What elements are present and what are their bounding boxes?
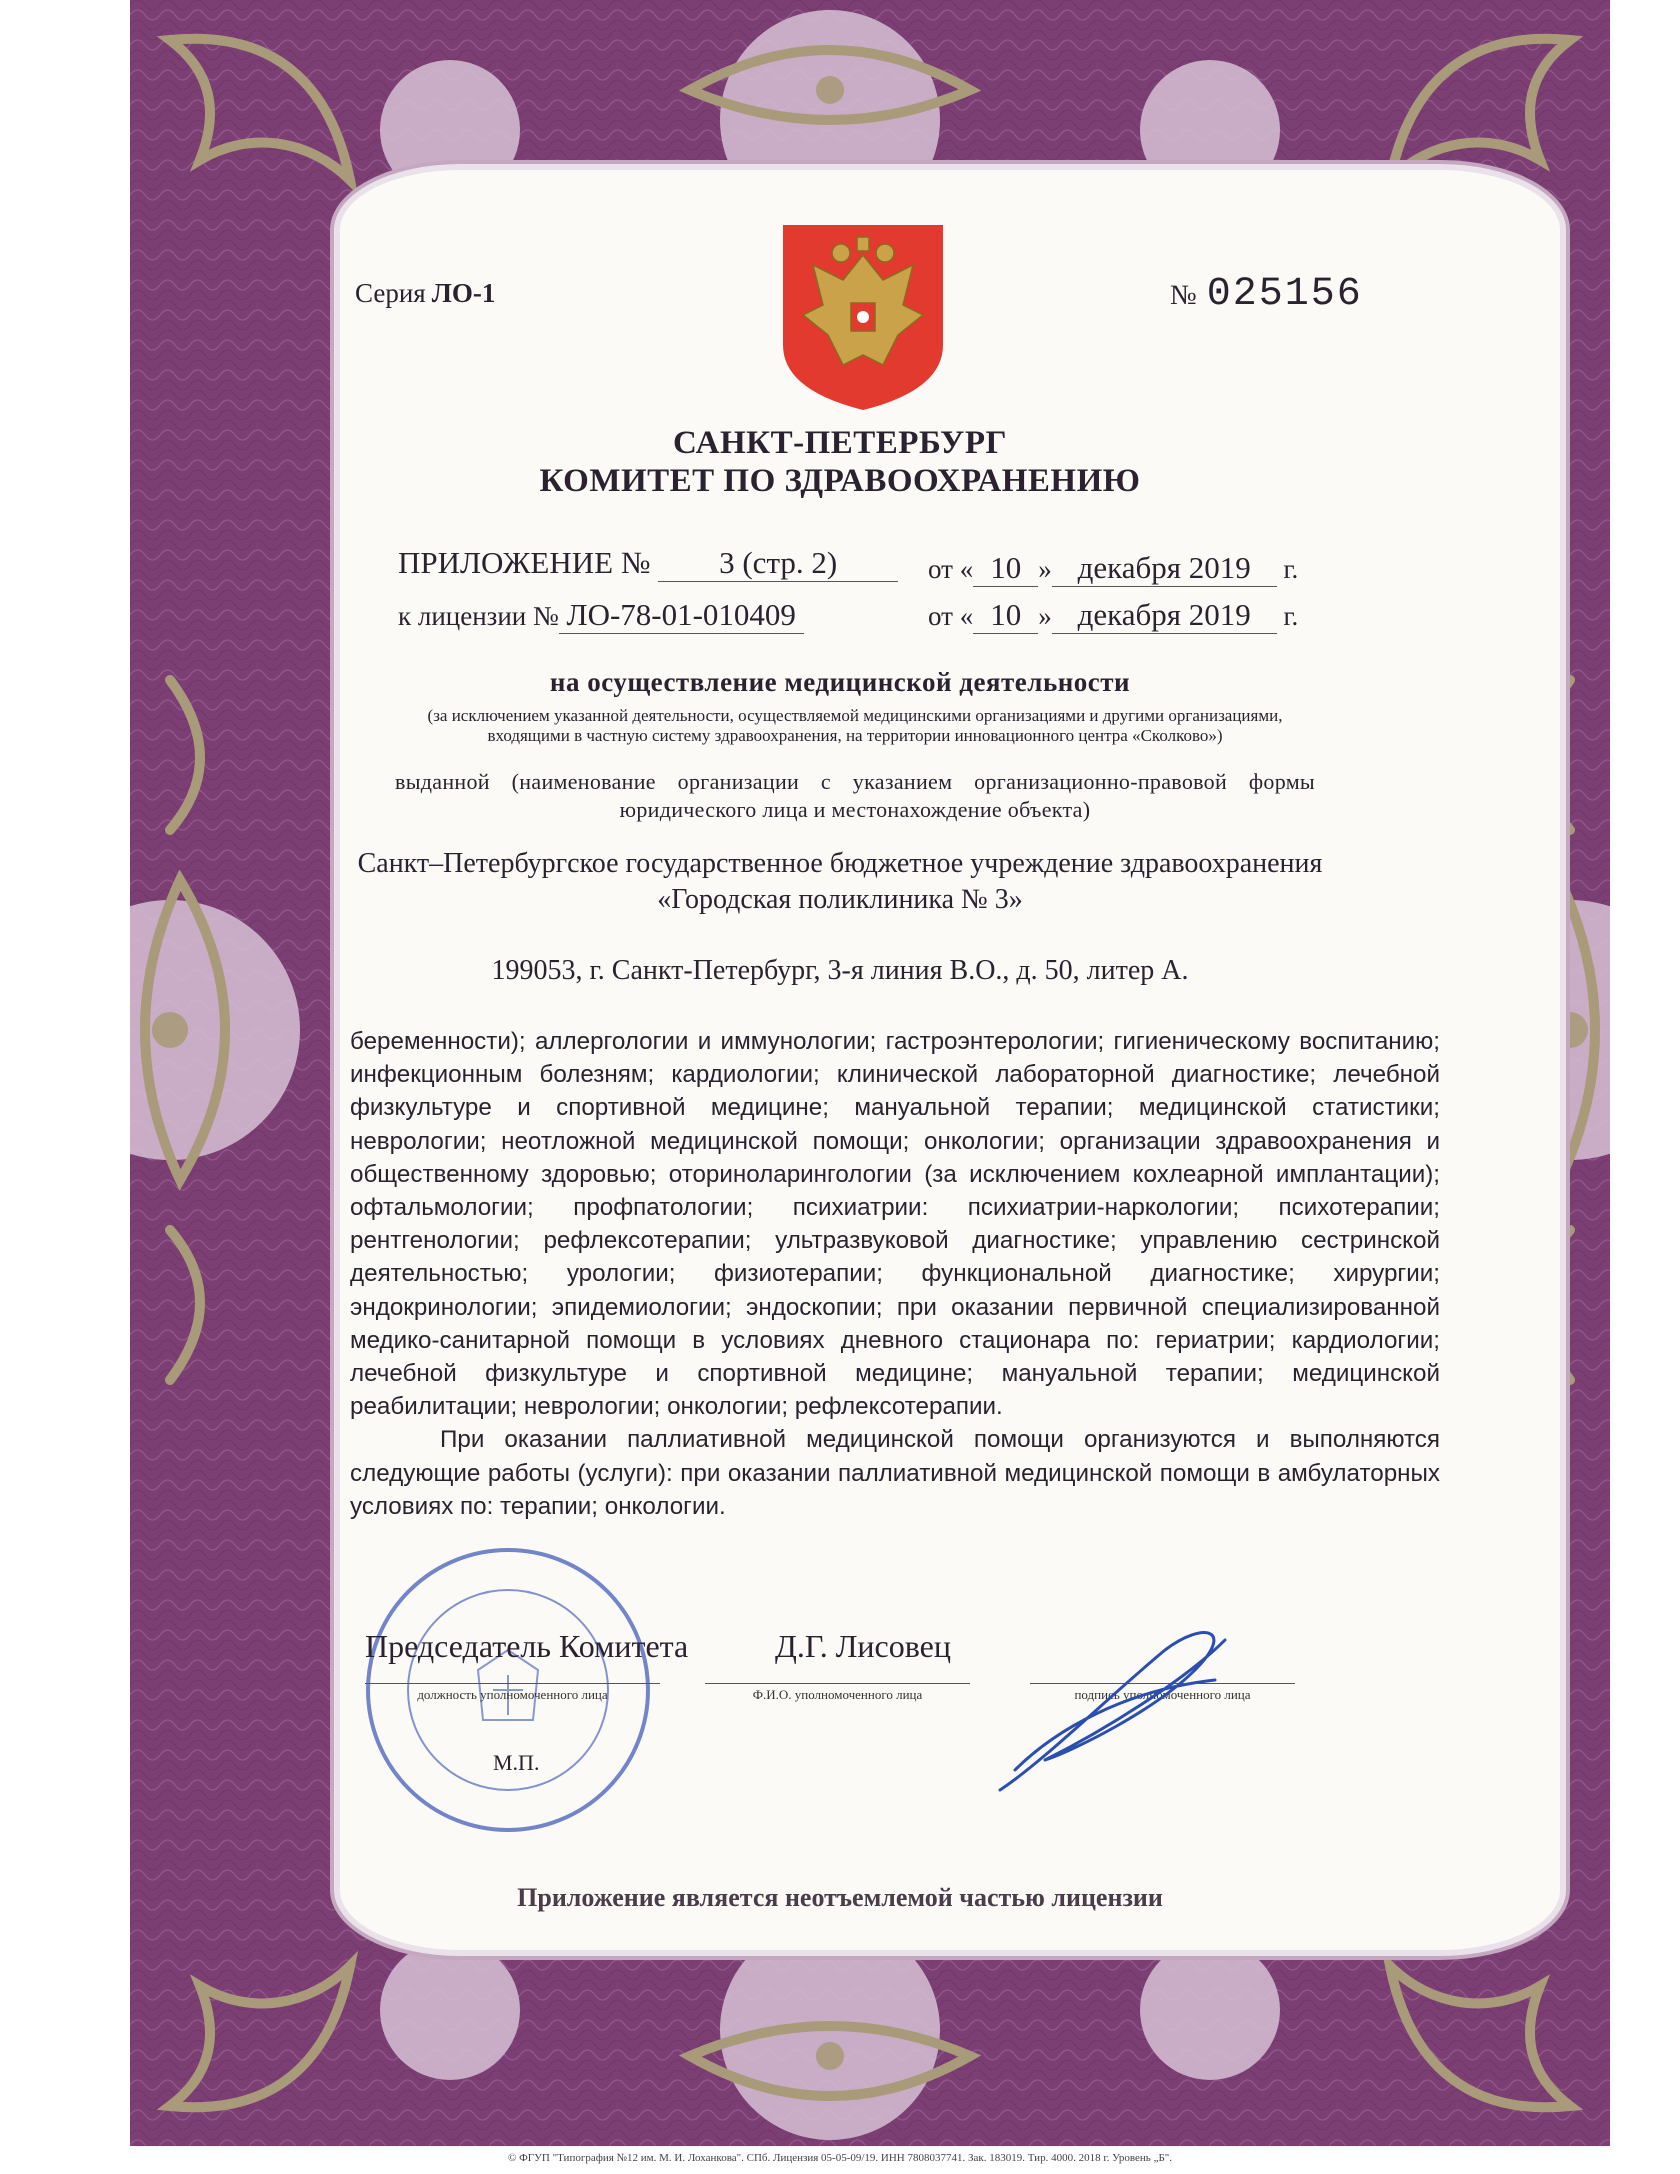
activity-note: (за исключением указанной деятельности, осуществляемой медицинскими организациями и другими организациями, входящими в частную систему здравоохранения, на территории инновационного центра «Сколково») <box>427 706 1283 745</box>
authority-committee: КОМИТЕТ ПО ЗДРАВООХРАНЕНИЮ <box>539 463 1141 499</box>
organization-name-line1: Санкт–Петербургское государственное бюджетное учреждение здравоохранения <box>357 848 1323 879</box>
signatory-name: Д.Г. Лисовец <box>775 1628 951 1664</box>
activity-list <box>350 1025 1440 1523</box>
coat-of-arms-emblem <box>783 225 943 410</box>
license-label: к лицензии № <box>398 601 559 631</box>
appendix-month-year: декабря 2019 <box>1052 550 1277 587</box>
palliative-paragraph: При оказании паллиативной медицинской помощи организуются и выполняются следующие работы (услуги): при оказании паллиативной медицинской помощи в амбулаторных условиях по: терапии; онкологии. <box>350 1426 1440 1520</box>
authority-city: САНКТ-ПЕТЕРБУРГ <box>672 425 1007 461</box>
organization-name-line2: «Городская поликлиника № 3» <box>657 884 1023 915</box>
handwritten-signature <box>985 1610 1245 1810</box>
signature-hint: подпись уполномоченного лица <box>1030 1683 1295 1703</box>
license-number: № 025156 <box>1170 272 1363 317</box>
series-value: ЛО-1 <box>431 278 496 308</box>
license-value: ЛО-78-01-010409 <box>559 597 804 634</box>
organization-address: 199053, г. Санкт-Петербург, 3-я линия В.О., д. 50, литер А. <box>491 955 1189 986</box>
integral-part-note: Приложение является неотъемлемой частью лицензии <box>517 1883 1163 1912</box>
mp-label: М.П. <box>493 1750 540 1775</box>
signatory-position: Председатель Комитета <box>365 1628 689 1664</box>
name-hint: Ф.И.О. уполномоченного лица <box>705 1683 970 1703</box>
appendix-value: 3 (стр. 2) <box>658 545 898 582</box>
issued-to-caption: выданной (наименование организации с указанием организационно-правовой формы юридического лица и местонахождение объекта) <box>395 769 1315 822</box>
license-month-year: декабря 2019 <box>1052 597 1277 634</box>
appendix-date: от « 10 » декабря 2019 г. <box>928 550 1299 585</box>
services-paragraph: беременности); аллергологии и иммунологии; гастроэнтерологии; гигиеническому воспитанию; инфекционным болезням; кардиологии; клинической лабораторной диагностике; лечебной физкультуре и спортивной медицине; мануальной терапии; медицинской статистики; неврологии; неотложной медицинской помощи; онкологии; организации здравоохранения и общественному здоровью; оториноларингологии (за исключением кохлеарной имплантации); офтальмологии; профпатологии; психиатрии: психиатрии-наркологии; психотерапии; рентгенологии; рефлексотерапии; ультразвуковой диагностике; управлению сестринской деятельностью; урологии; физиотерапии; функциональной диагностике; хирургии; эндокринологии; эпидемиологии; эндоскопии; при оказании первичной специализированной медико-санитарной помощи в условиях дневного стационара по: гериатрии; кардиологии; лечебной физкультуре и спортивной медицине; мануальной терапии; медицинской реабилитации; неврологии; онкологии; рефлексотерапии. <box>350 1028 1440 1421</box>
position-hint: должность уполномоченного лица <box>365 1683 660 1703</box>
appendix-day: 10 <box>973 550 1038 587</box>
series-label: Серия ЛО-1 <box>355 278 496 308</box>
license-date: от « 10 » декабря 2019 г. <box>928 597 1299 632</box>
license-line <box>398 597 804 634</box>
license-day: 10 <box>973 597 1038 634</box>
appendix-line <box>398 545 898 582</box>
activity-title: на осуществление медицинской деятельности <box>549 667 1131 697</box>
appendix-label: ПРИЛОЖЕНИЕ № <box>398 545 651 580</box>
printer-note: © ФГУП "Типография №12 им. М. И. Лоханкова". СПб. Лицензия 05-05-09/19. ИНН 7808037741. Зак. 183019. Тир. 4000. 2018 г. Уровень „Б". <box>507 2152 1173 2164</box>
